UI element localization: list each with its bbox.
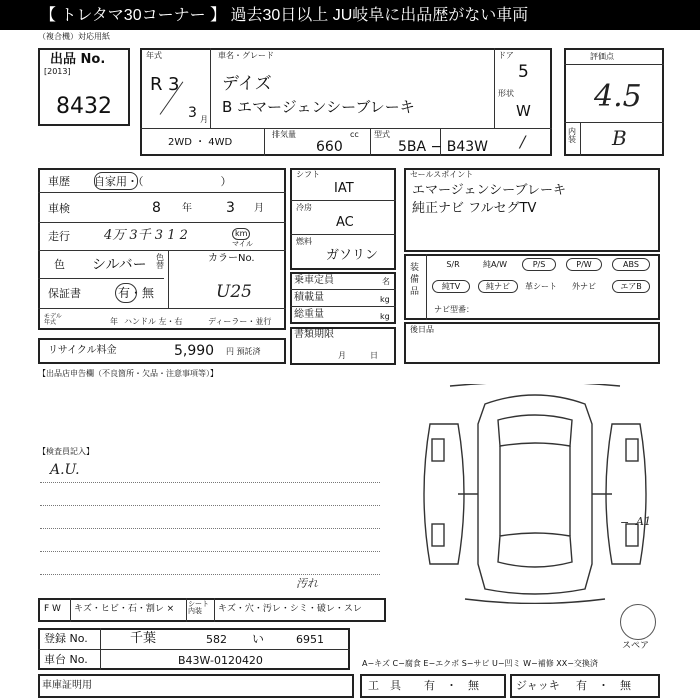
recycle-value: 5,990 (174, 343, 215, 359)
banner-title: 【 トレタマ30コーナー 】 過去30日以上 JU岐阜に出品歴がない車両 (40, 7, 529, 24)
shift-label: シフト (296, 170, 320, 179)
color-value: シルバー (92, 257, 147, 273)
equip-pw: P/W (566, 258, 602, 271)
doc-deadline-unit: 月 日 (338, 351, 378, 360)
interior-label: 内装 (568, 127, 576, 144)
inspection-month-unit: 月 (254, 203, 264, 214)
score-label: 評価点 (590, 52, 614, 61)
tools-value: 有 ・ 無 (424, 679, 479, 692)
equip-leather: 革シート (525, 282, 557, 291)
lot-label: 出品 No. (50, 52, 106, 67)
inspection-month: 3 (226, 200, 235, 216)
equip-navi: 純ナビ (478, 280, 518, 293)
inspection-year-unit: 年 (182, 203, 192, 214)
history-label: 車歴 (48, 175, 70, 188)
model-code-label: 型式 (374, 130, 390, 139)
car-diagram (410, 384, 660, 604)
equip-tv: 純TV (432, 280, 470, 293)
capacity-label: 乗車定員 (294, 275, 334, 286)
seat-label: シート内装 (188, 600, 209, 615)
fw-label: F W (44, 604, 61, 614)
displacement-unit: cc (350, 130, 359, 139)
year-era: R (150, 74, 163, 95)
drive-label: 2WD ・ 4WD (168, 137, 233, 148)
auction-type: （複合機）対応用紙 (38, 32, 110, 41)
chassis-label: 車台 No. (44, 653, 88, 666)
mileage-unit-km: km (232, 228, 250, 240)
warranty-label: 保証書 (48, 287, 81, 300)
seat-value: キズ・穴・汚レ・シミ・破レ・スレ (218, 604, 362, 614)
chassis-value: B43W-0120420 (178, 654, 263, 667)
mileage-value: 4万 3千 3 1 2 (104, 228, 188, 243)
sales-point-label: セールスポイント (410, 170, 474, 179)
doors-value: 5 (518, 62, 529, 82)
jack-label: ジャッキ (516, 679, 560, 692)
sales-point-line2: 純正ナビ フルセグTV (412, 201, 537, 216)
equip-sr: S/R (446, 260, 460, 269)
equip-ps: P/S (522, 258, 556, 271)
svg-text:−: − (620, 516, 630, 529)
fuel-label: 燃料 (296, 237, 312, 246)
year-value: 3 (168, 74, 180, 95)
doc-deadline-label: 書類期限 (294, 329, 334, 340)
aircon-label: 冷房 (296, 203, 312, 212)
load-unit: kg (380, 295, 390, 304)
score-value: 4.5 (594, 79, 642, 114)
inspection-year: 8 (152, 200, 161, 216)
doors-label: ドア (498, 51, 514, 60)
aircon-value: AC (336, 215, 354, 230)
model-change-year: 年 (110, 317, 118, 326)
registration-area: 千葉 (130, 631, 157, 646)
inspector-label: 【検査員記入】 (38, 447, 94, 456)
registration-label: 登録 No. (44, 632, 88, 645)
shape-value: W (516, 102, 531, 120)
fw-value: キズ・ヒビ・石・割レ × (74, 604, 175, 614)
lot-number: 8432 (56, 94, 112, 119)
seller-notes-label: 【出品店申告欄（不良箇所・欠品・注意事項等）】 (38, 369, 218, 378)
equip-abs: ABS (612, 258, 650, 271)
registration-class: 582 (206, 633, 227, 646)
car-grade: B エマージェンシーブレーキ (222, 98, 415, 116)
color-label: 色 (54, 258, 65, 271)
load-label: 積載量 (294, 292, 324, 303)
mileage-label: 走行 (48, 230, 70, 243)
handle: ハンドル 左・右 (124, 317, 183, 326)
equipment-label: 装備品 (410, 263, 420, 297)
spare-circle (620, 604, 656, 640)
month-value: 3 (188, 105, 197, 121)
shift-value: IAT (334, 181, 354, 196)
color-code-label: カラーNo. (208, 253, 255, 264)
floor-handwrite: 汚れ (296, 577, 318, 590)
interior-value: B (612, 126, 627, 150)
diagram-mark: A1 (636, 515, 651, 528)
after-fit-box (404, 322, 660, 364)
weight-label: 総重量 (294, 309, 324, 320)
equip-ext-navi: 外ナビ (572, 282, 596, 291)
tools-label: 工 具 (368, 679, 401, 692)
shape-label: 形状 (498, 89, 514, 98)
displacement-label: 排気量 (272, 130, 296, 139)
equip-aw: 純A/W (482, 260, 508, 269)
inspector-note: A.U. (50, 462, 80, 478)
lot-year-tag: [2013] (44, 67, 71, 76)
recycle-unit: 円 預託済 (226, 347, 261, 356)
equip-airbag: エアB (612, 280, 650, 293)
registration-kana: い (252, 632, 265, 646)
certificate-label: 車庫証明用 (42, 680, 92, 691)
model-change-label: モデル年式 (44, 313, 62, 326)
sales-point-line1: エマージェンシーブレーキ (412, 183, 566, 198)
damage-legend: A−キズ C−腐食 E−エクボ S−サビ U−凹ミ W−補修 XX−交換済 (362, 659, 598, 668)
navi-type: ナビ型番： (434, 305, 474, 314)
fuel-value: ガソリン (326, 248, 379, 263)
weight-unit: kg (380, 312, 390, 321)
dealer: ディーラー・並行 (208, 317, 272, 326)
history-value: 自家用・（ ） (94, 175, 232, 188)
mileage-unit-mile: マイル (232, 240, 253, 248)
year-label: 年式 (146, 51, 162, 60)
color-code: U25 (216, 282, 252, 302)
jack-value: 有 ・ 無 (576, 679, 631, 692)
displacement-value: 660 (316, 139, 343, 155)
warranty-value: 有・無 (118, 286, 155, 300)
month-unit: 月 (200, 115, 208, 124)
model-code-value: 5BA − B43W (398, 139, 488, 155)
recycle-label: リサイクル料金 (48, 345, 117, 356)
spare-label: スペア (622, 641, 650, 651)
registration-num: 6951 (296, 633, 324, 646)
after-fit-label: 後日品 (410, 325, 434, 334)
car-name-label: 車名・グレード (218, 51, 274, 60)
capacity-unit: 名 (382, 277, 390, 286)
car-name: デイズ (222, 74, 272, 94)
inspection-label: 車検 (48, 202, 70, 215)
color-change-label: 色替 (156, 253, 164, 270)
